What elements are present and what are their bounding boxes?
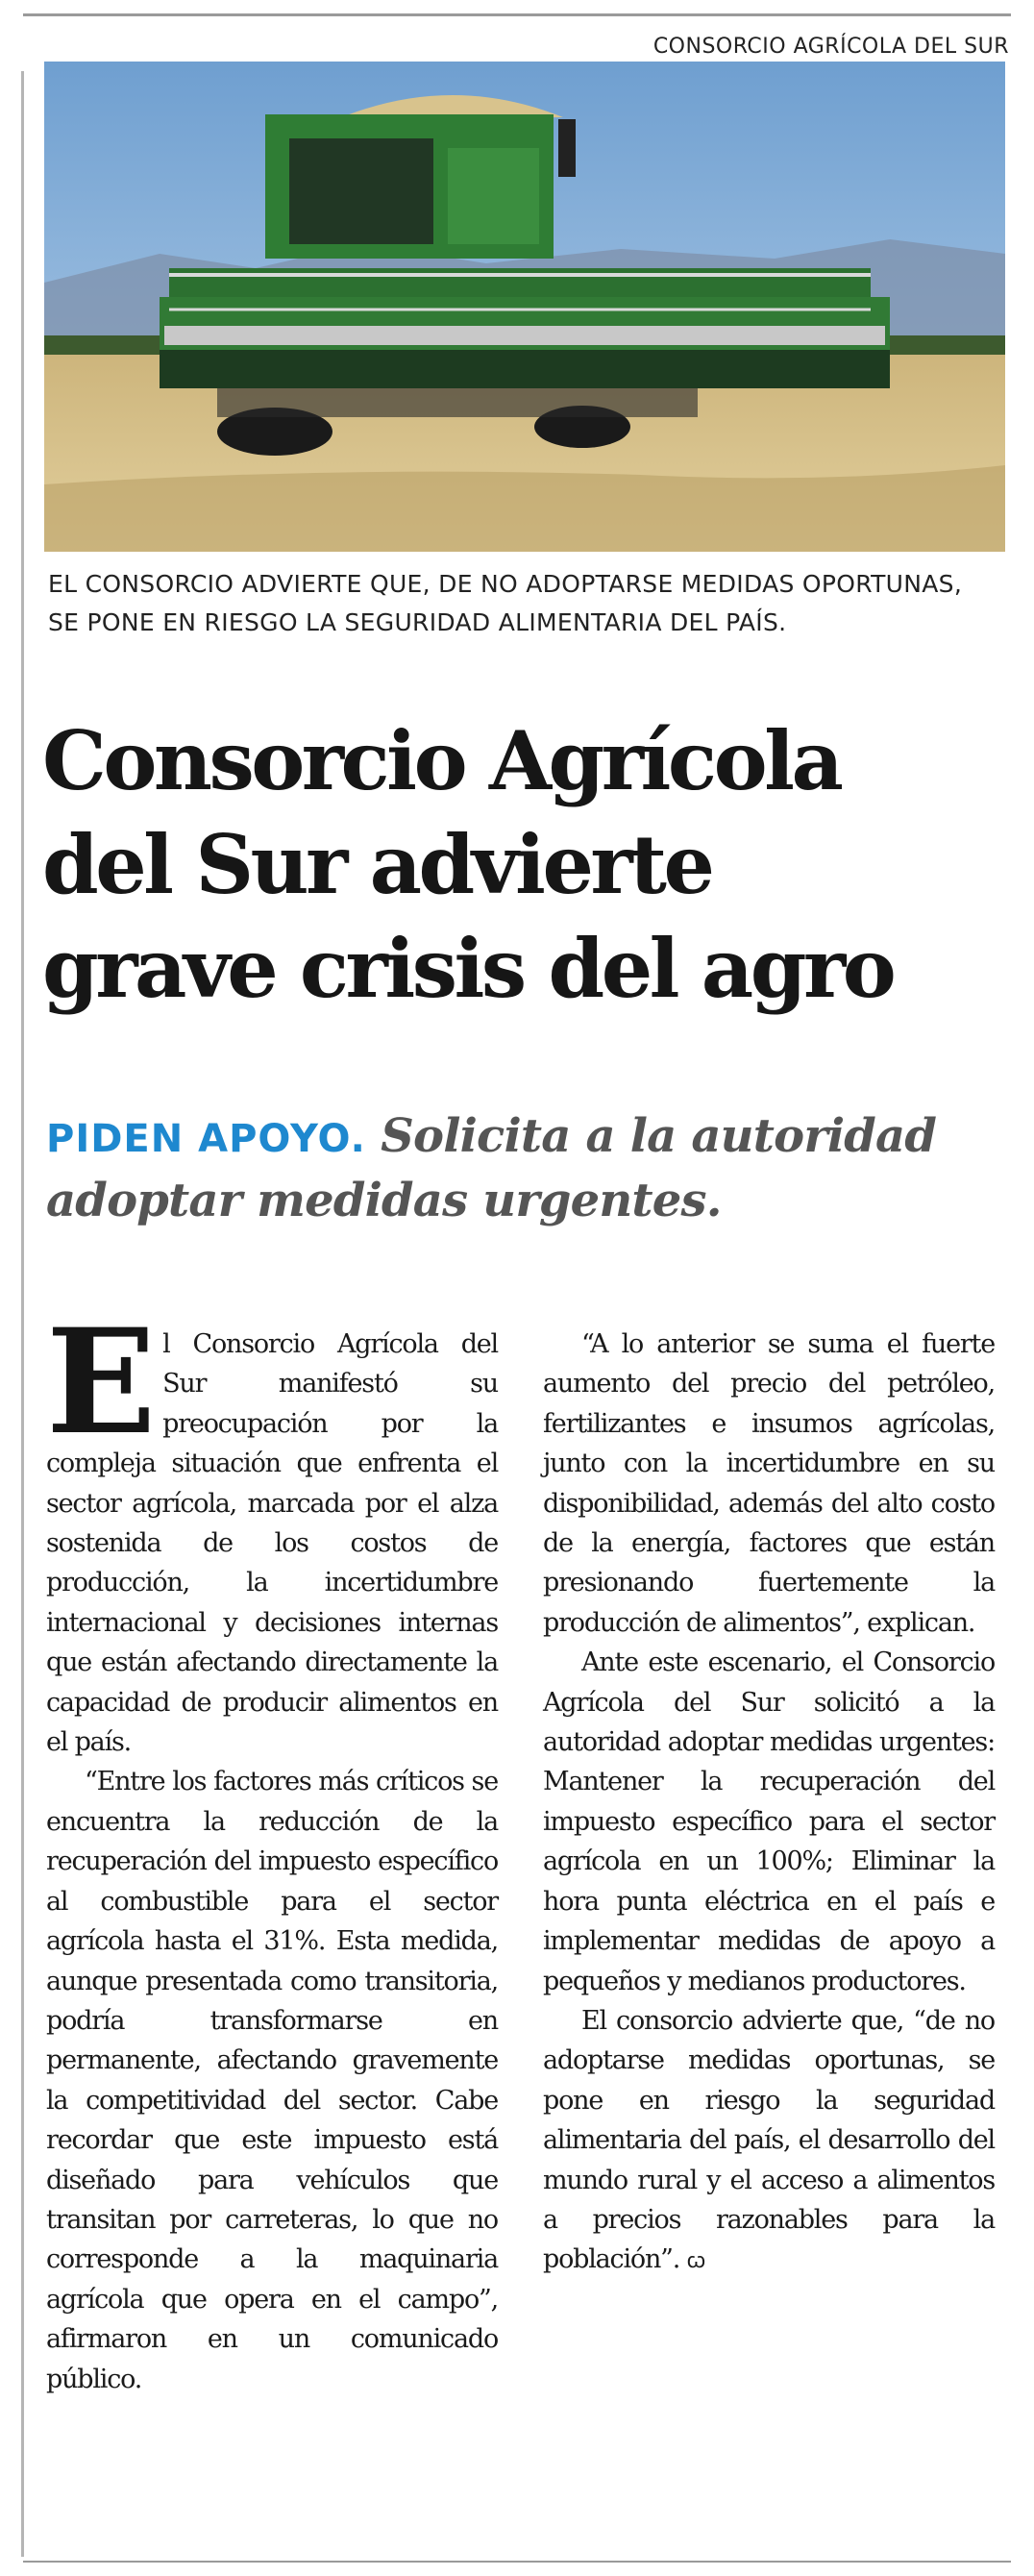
paragraph-text: l Consorcio Agrícola del Sur manifestó su preocupación por la compleja situación que enfrenta el sector agrícola, marcada por el alza sostenida de los costos de producción, la incertidumbre internacional y decisiones internas que están afectando directamente la capacidad de producir alimentos en el país.	[46, 1329, 498, 1758]
drop-cap: E	[46, 1298, 156, 1467]
paragraph: “Entre los factores más críticos se encuentra la reducción de la recuperación del impuesto específico al combustible para el sector agrícola hasta el 31%. Esta medida, aunque presentada como transitoria, podría transformarse en permanente, afectando gravemente la competitividad del sector. Cabe recordar que este impuesto está diseñado para vehículos que transitan por carreteras, lo que no corresponde a la maquinaria agrícola que opera en el campo”, afirmaron en un comunicado público.	[46, 1767, 498, 2394]
photo-caption: EL CONSORCIO ADVIERTE QUE, DE NO ADOPTARSE MEDIDAS OPORTUNAS, SE PONE EN RIESGO LA SEGURIDAD ALIMENTARIA DEL PAÍS.	[48, 570, 963, 636]
headline-line-3: grave crisis del agro	[42, 921, 894, 1016]
deck	[46, 1105, 1007, 1231]
paragraph: Ante este escenario, el Consorcio Agrícola del Sur solicitó a la autoridad adoptar medidas urgentes: Mantener la recuperación del impuesto específico para el sector agrícola en un 100%; Eliminar la hora punta eléctrica en el país e implementar medidas de apoyo a pequeños y medianos productores.	[543, 1647, 995, 1996]
paragraph-text: El consorcio advierte que, “de no adoptarse medidas oportunas, se pone en riesgo la seguridad alimentaria del país, el desarrollo del mundo rural y el acceso a alimentos a precios razonables para la población”.	[543, 2005, 995, 2275]
headline-line-1: Consorcio Agrícola	[42, 713, 841, 808]
paragraph: “A lo anterior se suma el fuerte aumento del precio del petróleo, fertilizantes e insumos agrícolas, junto con la incertidumbre en su disponibilidad, además del alto costo de la energía, factores que están presionando fuertemente la producción de alimentos”, explican.	[543, 1329, 995, 1638]
paragraph	[543, 2001, 995, 2282]
paragraph	[46, 1298, 498, 1762]
headline-line-2: del Sur advierte	[42, 817, 712, 912]
headline	[42, 709, 1013, 1021]
top-rule	[23, 13, 1011, 16]
harvester-photo-illustration	[44, 62, 1005, 552]
left-rule	[21, 71, 24, 2557]
body-column-2	[543, 1325, 995, 2282]
deck-kicker: PIDEN APOYO.	[46, 1117, 366, 1161]
section-label: CONSORCIO AGRÍCOLA DEL SUR	[652, 35, 1009, 59]
body-column-1	[46, 1298, 498, 2399]
bottom-rule	[23, 2561, 1011, 2563]
harvester-photo	[44, 62, 1005, 552]
end-mark-icon: ꞷ	[686, 2249, 706, 2274]
deck-text: Solicita a la autoridad adoptar medidas urgentes.	[46, 1109, 937, 1227]
